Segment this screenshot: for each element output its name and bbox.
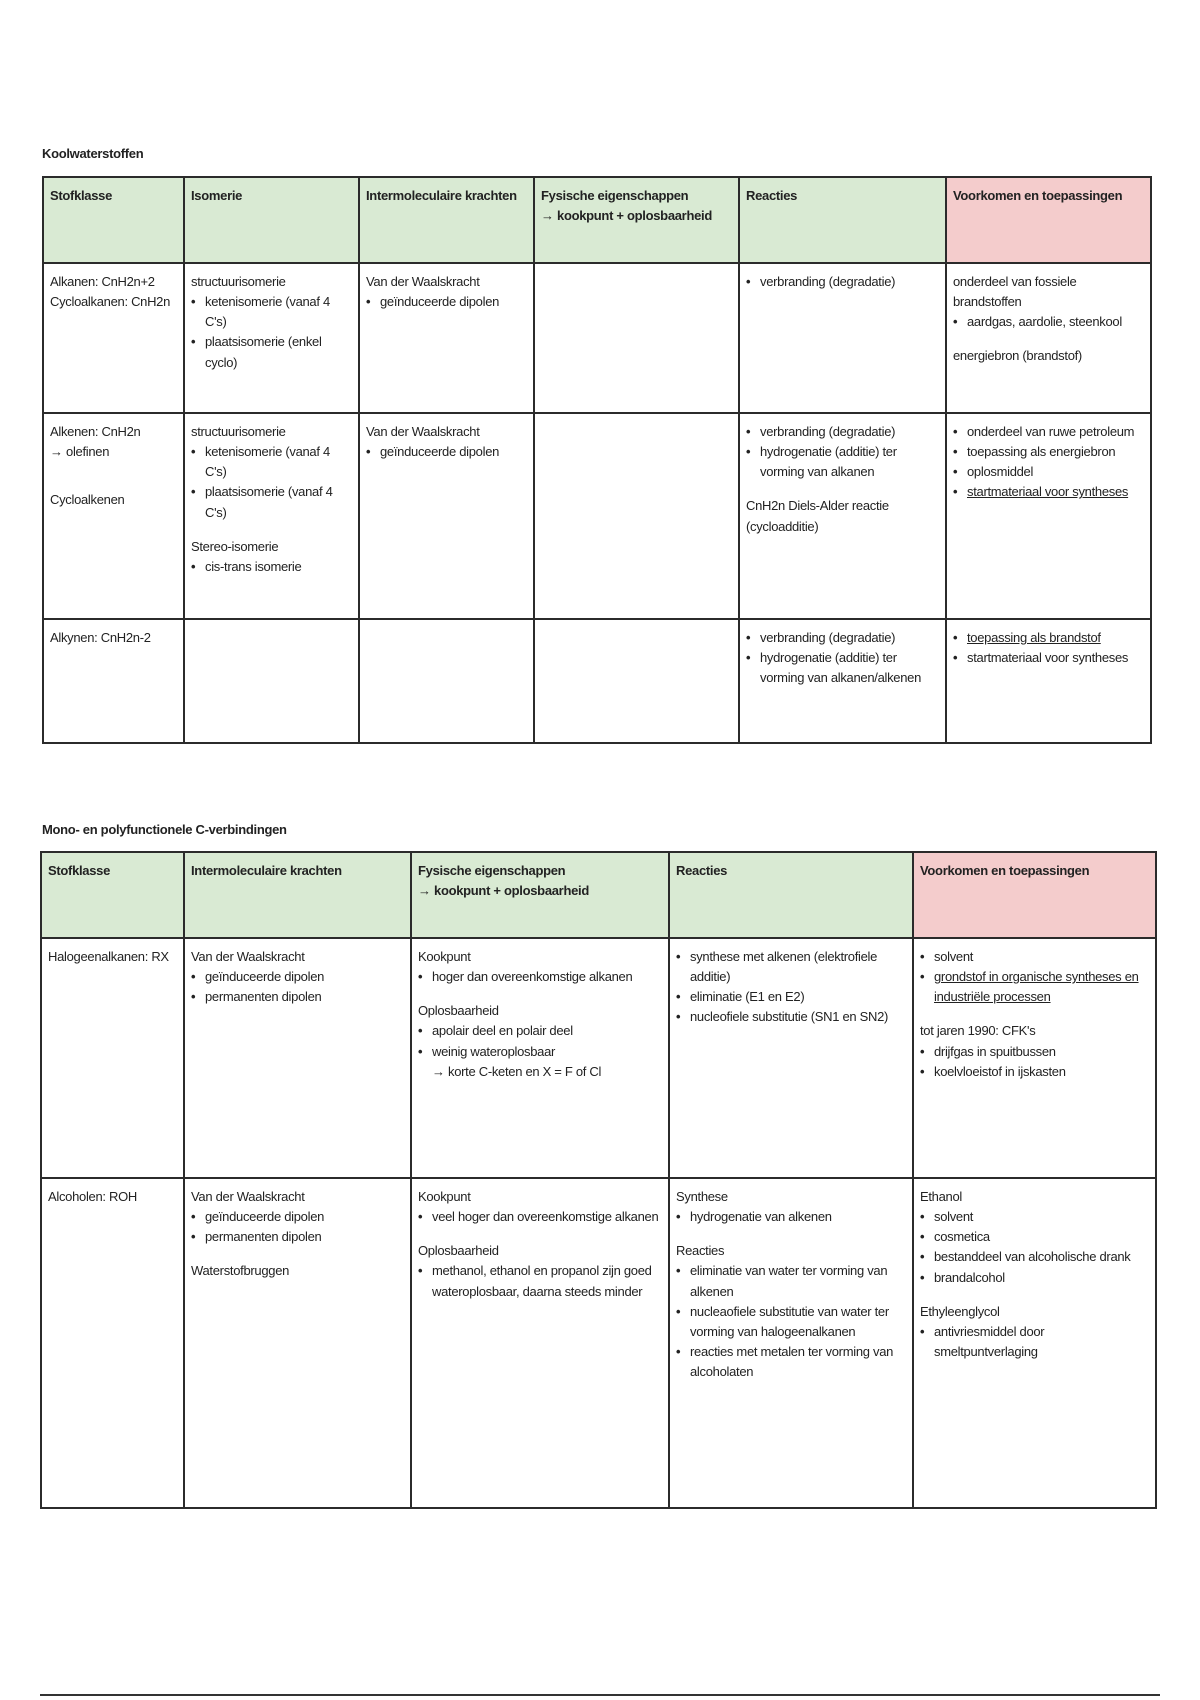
voorkomen-intro: Ethanol — [920, 1189, 962, 1204]
cell-isomerie — [184, 413, 359, 619]
list-item: • cosmetica — [920, 1227, 1149, 1247]
list-item: • reacties met metalen ter vorming van alcoholaten — [676, 1342, 906, 1382]
cell-fysisch — [534, 263, 739, 413]
list-item: • geïnduceerde dipolen — [191, 967, 404, 987]
list-item: • onderdeel van ruwe petroleum — [953, 422, 1144, 442]
cell-stofklasse: Halogeenalkanen: RX — [41, 938, 184, 1178]
cell-krachten — [359, 619, 534, 743]
cell-reacties — [669, 938, 913, 1178]
list-item: • koelvloeistof in ijskasten — [920, 1062, 1149, 1082]
krachten-intro: Van der Waalskracht — [366, 274, 480, 289]
krachten-intro: Van der Waalskracht — [191, 949, 305, 964]
cell-stofklasse — [43, 619, 184, 743]
koolwaterstoffen-table — [42, 176, 1152, 744]
list-item: • verbranding (degradatie) — [746, 628, 939, 648]
cell-reacties — [739, 413, 946, 619]
cell-stofklasse: Alcoholen: ROH — [41, 1178, 184, 1508]
list-item: • brandalcohol — [920, 1268, 1149, 1288]
cell-voorkomen — [913, 1178, 1156, 1508]
list-item: • cis-trans isomerie — [191, 557, 352, 577]
list-item: • ketenisomerie (vanaf 4 C's) — [191, 292, 352, 332]
isomerie-intro: structuurisomerie — [191, 274, 286, 289]
list-item: • bestanddeel van alcoholische drank — [920, 1247, 1149, 1267]
cell-stofklasse — [43, 263, 184, 413]
header-fys-line2: → kookpunt + oplosbaarheid — [418, 883, 589, 899]
list-item: • verbranding (degradatie) — [746, 422, 939, 442]
cell-reacties — [739, 619, 946, 743]
list-item: • hydrogenatie (additie) ter vorming van alkanen/alkenen — [746, 648, 939, 688]
list-item: • permanenten dipolen — [191, 987, 404, 1007]
krachten-extra: Waterstofbruggen — [191, 1263, 290, 1279]
list-item: • grondstof in organische syntheses en industriële processen — [920, 967, 1149, 1007]
table-header-row — [41, 852, 1156, 938]
list-item: • nucleofiele substitutie (SN1 en SN2) — [676, 1007, 906, 1027]
class-line: Cycloalkenen — [50, 492, 125, 508]
header-voorkomen: Voorkomen en toepassingen — [946, 177, 1151, 263]
header-intermoleculaire-krachten: Intermoleculaire krachten — [184, 852, 411, 938]
kookpunt-title: Kookpunt — [418, 1189, 471, 1204]
list-item: • methanol, ethanol en propanol zijn goed wateroplosbaar, daarna steeds minder — [418, 1261, 662, 1301]
voorkomen-intro-2: tot jaren 1990: CFK's — [920, 1023, 1036, 1039]
list-item: • toepassing als brandstof — [953, 628, 1144, 648]
class-line: Alkanen: CnH2n+2 — [50, 274, 155, 289]
header-fys-line2: → kookpunt + oplosbaarheid — [541, 208, 712, 224]
class-line: Alkynen: CnH2n-2 — [50, 630, 151, 645]
cell-voorkomen — [913, 938, 1156, 1178]
cell-reacties — [669, 1178, 913, 1508]
list-item: • veel hoger dan overeenkomstige alkanen — [418, 1207, 662, 1227]
class-line: Alkenen: CnH2n — [50, 424, 141, 439]
list-item: • verbranding (degradatie) — [746, 272, 939, 292]
bottom-divider — [40, 1694, 1160, 1696]
isomerie-intro-2: Stereo-isomerie — [191, 538, 279, 554]
table-header-row — [43, 177, 1151, 263]
header-stofklasse: Stofklasse — [43, 177, 184, 263]
list-item: • drijfgas in spuitbussen — [920, 1042, 1149, 1062]
voorkomen-extra: energiebron (brandstof) — [953, 348, 1082, 364]
krachten-intro: Van der Waalskracht — [366, 424, 480, 439]
list-item: • nucleaofiele substitutie van water ter vorming van halogeenalkanen — [676, 1302, 906, 1342]
oplosbaarheid-title: Oplosbaarheid — [418, 1243, 499, 1259]
list-item: • eliminatie van water ter vorming van alkenen — [676, 1261, 906, 1301]
header-reacties: Reacties — [669, 852, 913, 938]
cell-isomerie — [184, 619, 359, 743]
reacties-title: Reacties — [676, 1243, 725, 1259]
list-item: • oplosmiddel — [953, 462, 1144, 482]
list-item: • weinig wateroplosbaar — [418, 1042, 662, 1062]
list-item: • geïnduceerde dipolen — [366, 292, 527, 312]
section-title-mono-polyfunctionele: Mono- en polyfunctionele C-verbindingen — [42, 822, 287, 837]
reacties-extra: CnH2n Diels-Alder reactie (cycloadditie) — [746, 498, 889, 534]
list-item: • plaatsisomerie (enkel cyclo) — [191, 332, 352, 372]
cell-voorkomen — [946, 413, 1151, 619]
table-row — [43, 263, 1151, 413]
cell-fysisch — [411, 938, 669, 1178]
header-voorkomen: Voorkomen en toepassingen — [913, 852, 1156, 938]
header-stofklasse: Stofklasse — [41, 852, 184, 938]
kookpunt-title: Kookpunt — [418, 949, 471, 964]
table-row — [43, 619, 1151, 743]
header-fysische-eigenschappen — [534, 177, 739, 263]
section-title-koolwaterstoffen: Koolwaterstoffen — [42, 146, 144, 161]
oplosbaarheid-note: → korte C-keten en X = F of Cl — [432, 1063, 602, 1079]
mono-polyfunctionele-table — [40, 851, 1157, 1509]
header-intermoleculaire-krachten: Intermoleculaire krachten — [359, 177, 534, 263]
isomerie-intro: structuurisomerie — [191, 424, 286, 439]
cell-voorkomen — [946, 619, 1151, 743]
list-item: • hydrogenatie (additie) ter vorming van alkanen — [746, 442, 939, 482]
cell-krachten — [359, 413, 534, 619]
list-item: • ketenisomerie (vanaf 4 C's) — [191, 442, 352, 482]
header-fys-line1: Fysische eigenschappen — [418, 863, 566, 878]
table-row — [41, 1178, 1156, 1508]
list-item: • hoger dan overeenkomstige alkanen — [418, 967, 662, 987]
header-isomerie: Isomerie — [184, 177, 359, 263]
voorkomen-intro-2: Ethyleenglycol — [920, 1303, 1000, 1319]
header-reacties: Reacties — [739, 177, 946, 263]
class-line: Cycloalkanen: CnH2n — [50, 294, 171, 310]
list-item: • toepassing als energiebron — [953, 442, 1144, 462]
list-item: • eliminatie (E1 en E2) — [676, 987, 906, 1007]
table-row — [41, 938, 1156, 1178]
list-item: • geïnduceerde dipolen — [191, 1207, 404, 1227]
class-line: → olefinen — [50, 444, 110, 460]
cell-krachten — [184, 938, 411, 1178]
list-item: • antivriesmiddel door smeltpuntverlaging — [920, 1322, 1149, 1362]
table-row — [43, 413, 1151, 619]
list-item: • geïnduceerde dipolen — [366, 442, 527, 462]
cell-krachten — [359, 263, 534, 413]
synthese-title: Synthese — [676, 1189, 728, 1204]
list-item: • permanenten dipolen — [191, 1227, 404, 1247]
list-item: • startmateriaal voor syntheses — [953, 482, 1144, 502]
list-item: • plaatsisomerie (vanaf 4 C's) — [191, 482, 352, 522]
list-item: • aardgas, aardolie, steenkool — [953, 312, 1144, 332]
cell-voorkomen — [946, 263, 1151, 413]
cell-fysisch — [534, 413, 739, 619]
list-item: • hydrogenatie van alkenen — [676, 1207, 906, 1227]
cell-isomerie — [184, 263, 359, 413]
list-item: • apolair deel en polair deel — [418, 1021, 662, 1041]
cell-krachten — [184, 1178, 411, 1508]
list-item: • synthese met alkenen (elektrofiele additie) — [676, 947, 906, 987]
cell-fysisch — [411, 1178, 669, 1508]
krachten-intro: Van der Waalskracht — [191, 1189, 305, 1204]
cell-stofklasse — [43, 413, 184, 619]
header-fys-line1: Fysische eigenschappen — [541, 188, 689, 203]
header-fysische-eigenschappen — [411, 852, 669, 938]
list-item: • solvent — [920, 1207, 1149, 1227]
cell-reacties — [739, 263, 946, 413]
voorkomen-intro: onderdeel van fossiele brandstoffen — [953, 274, 1077, 310]
oplosbaarheid-title: Oplosbaarheid — [418, 1003, 499, 1019]
list-item: • solvent — [920, 947, 1149, 967]
list-item: • startmateriaal voor syntheses — [953, 648, 1144, 668]
cell-fysisch — [534, 619, 739, 743]
